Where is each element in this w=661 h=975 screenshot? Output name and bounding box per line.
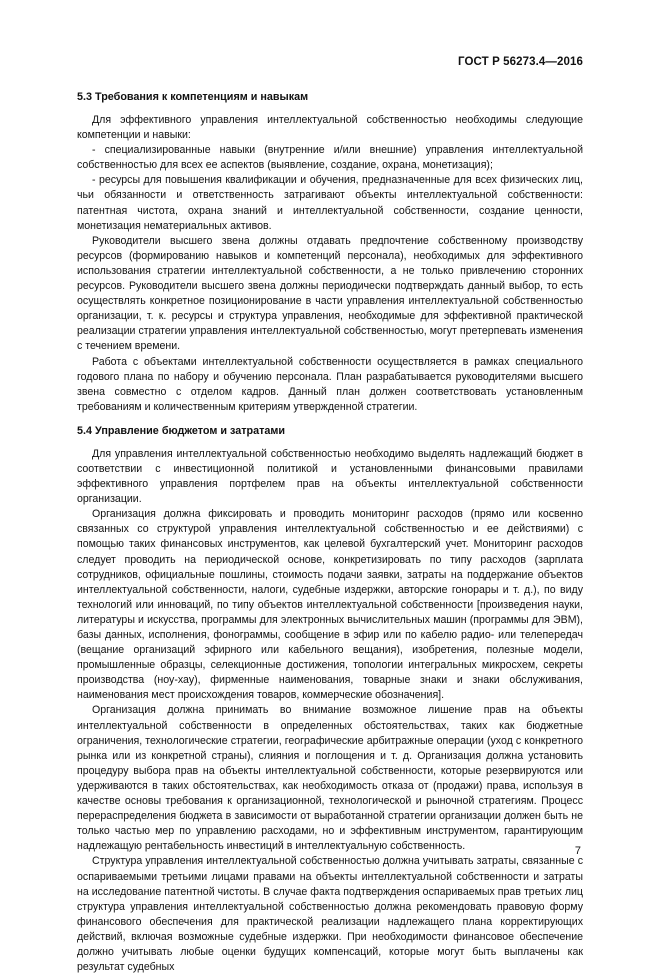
section-heading-5-4: 5.4 Управление бюджетом и затратами	[77, 424, 286, 437]
paragraph: Для эффективного управления интеллектуальной собственностью необходимы следующие компетенции и навыки:	[77, 114, 583, 142]
paragraph: Организация должна принимать во внимание возможное лишение прав на объекты интеллектуальной собственности в определенных обстоятельствах, таких как бюджетные ограничения, технологические стратегии, географические арбитражные операции (уход с конкретного рынка или из конкретной страны), слияния и поглощения и т. д. Организация должна установить процедуру выбора прав на объекты интеллектуальной собственности, которые резервируются или удерживаются в таких обстоятельствах, как необходимость отказа от (продажи) права, используя в качестве основы требования к организационной, технологической и рыночной стратегиям. Процесс перераспределения бюджета в зависимости от выработанной стратегии организации должен быть не только частью мер по управлению расходами, но и эффективным инструментом, гарантирующим надлежащую рентабельность инвестиций в интеллектуальную собственность.	[77, 704, 583, 853]
list-item: - ресурсы для повышения квалификации и обучения, предназначенные для всех физических лиц, чьи обязанности и ответственность затрагивают объекты интеллектуальной собственности: патентная чистота, охрана знаний и интеллектуальной собственности, создание ценности, монетизация нематериальных активов.	[77, 174, 583, 232]
paragraph: Руководители высшего звена должны отдавать предпочтение собственному производству ресурсов (формированию навыков и компетенций персонала), необходимых для эффективного использования стратегии интеллектуальной собственности, а не только привлечению сторонних ресурсов. Руководители высшего звена должны периодически подтверждать данный выбор, то есть осуществлять конкретное позиционирование в части управления интеллектуальной собственностью организации, т. к. ресурсы и структура управления, необходимые для эффективной практической реализации стратегии управления интеллектуальной собственностью, могут претерпевать изменения с течением времени.	[77, 234, 583, 353]
paragraph: Структура управления интеллектуальной собственностью должна учитывать затраты, связанные с оспариваемыми третьими лицами правами на объекты интеллектуальной собственности и затраты на исследование патентной чистоты. В случае факта подтверждения оспариваемых прав третьих лиц структура управления интеллектуальной собственностью должна рекомендовать правовую форму финансового обеспечения для практической реализации надлежащего плана корректирующих действий, включая возможные судебные издержки. При необходимости финансовое обеспечение должно учитывать любые оценки будущих компенсаций, которые могут быть выплачены как результат судебных	[77, 855, 583, 974]
list-item: - специализированные навыки (внутренние и/или внешние) управления интеллектуальной собственностью для всех ее аспектов (выявление, создание, охрана, монетизация);	[77, 144, 583, 172]
paragraph: Работа с объектами интеллектуальной собственности осуществляется в рамках специального годового плана по набору и обучению персонала. План разрабатывается руководителями высшего звена совместно с отделом кадров. Данный план должен соответствовать установленным требованиям и количественным критериям утвержденной стратегии.	[77, 355, 583, 413]
section-heading-5-3: 5.3 Требования к компетенциям и навыкам	[77, 91, 309, 103]
paragraph: Организация должна фиксировать и проводить мониторинг расходов (прямо или косвенно связанных со структурой управления интеллектуальной собственностью и ее действиями) с помощью таких финансовых инструментов, как целевой бухгалтерский учет. Мониторинг расходов следует проводить на периодической основе, конкретизировать по типу расходов (зарплата сотрудников, официальные пошлины, стоимость подачи заявки, затраты на поддержание объектов интеллектуальной собственности, налоги, судебные издержки, авторские гонорары и т. д.), по виду технологий или инноваций, по типу объектов интеллектуальной собственности [произведения науки, литературы и искусства, программы для электронных вычислительных машин (программы для ЭВМ), базы данных, исполнения, фонограммы, сообщение в эфир или по кабелю радио- или телепередач (вещание организаций эфирного или кабельного вещания), изобретения, полезные модели, промышленные образцы, селекционные достижения, топологии интегральных микросхем, секреты производства (ноу-хау), фирменные наименования, товарные знаки и знаки обслуживания, наименования мест происхождения товаров, коммерческие обозначения].	[77, 508, 583, 702]
paragraph: Для управления интеллектуальной собственностью необходимо выделять надлежащий бюджет в соответствии с инвестиционной политикой и установленными финансовыми правилами эффективного управления портфелем прав на объекты интеллектуальной собственности организации.	[77, 447, 583, 506]
page-number: 7	[574, 845, 581, 857]
document-code: ГОСТ Р 56273.4—2016	[458, 56, 583, 68]
page-body	[77, 90, 583, 975]
